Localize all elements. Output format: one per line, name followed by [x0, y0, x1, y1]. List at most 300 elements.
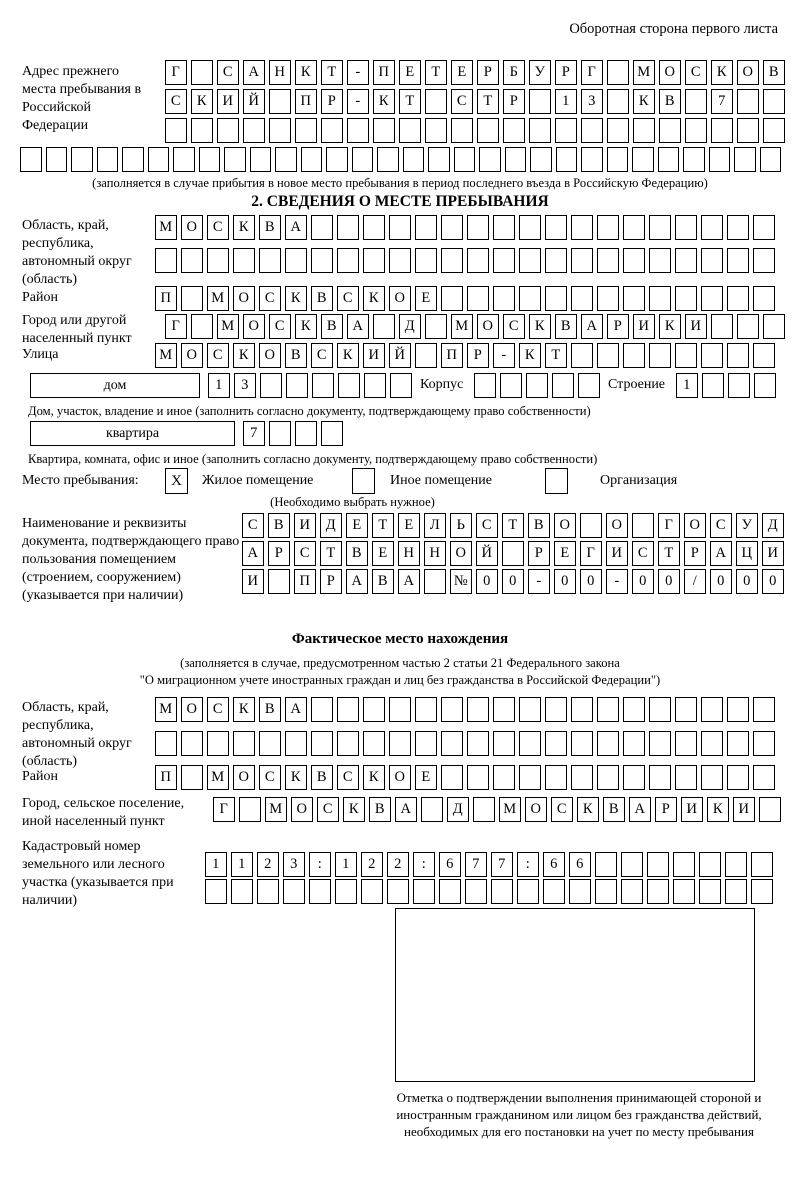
char-cell[interactable] [701, 731, 723, 756]
char-cell[interactable]: О [737, 60, 759, 85]
char-cell[interactable] [20, 147, 42, 172]
char-cell[interactable] [556, 147, 578, 172]
char-cell[interactable] [675, 731, 697, 756]
char-cell[interactable] [257, 879, 279, 904]
char-cell[interactable] [607, 60, 629, 85]
char-cell[interactable]: К [633, 89, 655, 114]
char-cell[interactable] [364, 373, 386, 398]
char-cell[interactable]: Г [165, 60, 187, 85]
char-cell[interactable]: П [373, 60, 395, 85]
char-cell[interactable]: А [285, 215, 307, 240]
char-cell[interactable]: К [363, 765, 385, 790]
char-cell[interactable]: И [681, 797, 703, 822]
char-cell[interactable]: А [346, 569, 368, 594]
char-cell[interactable] [259, 248, 281, 273]
char-cell[interactable]: Н [269, 60, 291, 85]
char-cell[interactable] [597, 248, 619, 273]
char-cell[interactable]: 7 [491, 852, 513, 877]
char-cell[interactable]: О [525, 797, 547, 822]
char-cell[interactable] [727, 248, 749, 273]
char-cell[interactable] [403, 147, 425, 172]
char-cell[interactable]: М [265, 797, 287, 822]
char-cell[interactable] [347, 118, 369, 143]
char-cell[interactable]: - [347, 60, 369, 85]
char-cell[interactable]: Н [424, 541, 446, 566]
char-cell[interactable]: П [295, 89, 317, 114]
char-cell[interactable]: Т [320, 541, 342, 566]
char-cell[interactable] [441, 765, 463, 790]
char-cell[interactable]: А [285, 697, 307, 722]
char-cell[interactable]: К [659, 314, 681, 339]
char-cell[interactable] [701, 248, 723, 273]
char-cell[interactable]: К [529, 314, 551, 339]
char-cell[interactable]: Р [555, 60, 577, 85]
char-cell[interactable] [425, 118, 447, 143]
char-cell[interactable] [597, 765, 619, 790]
char-cell[interactable] [728, 373, 750, 398]
char-cell[interactable]: И [606, 541, 628, 566]
char-cell[interactable]: : [309, 852, 331, 877]
char-cell[interactable] [231, 879, 253, 904]
char-cell[interactable]: С [207, 215, 229, 240]
char-cell[interactable]: С [242, 513, 264, 538]
char-cell[interactable]: Л [424, 513, 446, 538]
char-cell[interactable]: И [294, 513, 316, 538]
char-cell[interactable] [363, 731, 385, 756]
char-cell[interactable] [727, 765, 749, 790]
char-cell[interactable] [760, 147, 782, 172]
char-cell[interactable]: Й [389, 343, 411, 368]
char-cell[interactable] [699, 852, 721, 877]
char-cell[interactable]: М [633, 60, 655, 85]
char-cell[interactable] [545, 286, 567, 311]
char-cell[interactable] [530, 147, 552, 172]
char-cell[interactable] [363, 697, 385, 722]
char-cell[interactable]: К [337, 343, 359, 368]
char-cell[interactable]: К [191, 89, 213, 114]
char-cell[interactable]: К [343, 797, 365, 822]
char-cell[interactable] [491, 879, 513, 904]
char-cell[interactable] [675, 215, 697, 240]
char-cell[interactable] [326, 147, 348, 172]
char-cell[interactable] [321, 118, 343, 143]
char-cell[interactable] [390, 373, 412, 398]
char-cell[interactable] [441, 731, 463, 756]
char-cell[interactable] [467, 731, 489, 756]
char-cell[interactable]: Р [467, 343, 489, 368]
char-cell[interactable] [155, 248, 177, 273]
char-cell[interactable]: С [551, 797, 573, 822]
char-cell[interactable] [207, 248, 229, 273]
char-cell[interactable]: О [259, 343, 281, 368]
char-cell[interactable]: Г [658, 513, 680, 538]
char-cell[interactable] [675, 286, 697, 311]
char-cell[interactable]: 1 [208, 373, 230, 398]
char-cell[interactable]: К [519, 343, 541, 368]
char-cell[interactable]: П [155, 765, 177, 790]
char-cell[interactable] [259, 731, 281, 756]
char-cell[interactable]: Е [399, 60, 421, 85]
char-cell[interactable] [647, 879, 669, 904]
char-cell[interactable]: О [659, 60, 681, 85]
char-cell[interactable]: С [259, 765, 281, 790]
char-cell[interactable] [659, 118, 681, 143]
char-cell[interactable] [502, 541, 524, 566]
char-cell[interactable] [685, 118, 707, 143]
char-cell[interactable] [389, 248, 411, 273]
char-cell[interactable]: К [233, 215, 255, 240]
char-cell[interactable] [424, 569, 446, 594]
char-cell[interactable] [649, 343, 671, 368]
char-cell[interactable] [71, 147, 93, 172]
char-cell[interactable] [451, 118, 473, 143]
char-cell[interactable]: К [711, 60, 733, 85]
char-cell[interactable] [519, 731, 541, 756]
char-cell[interactable]: С [337, 286, 359, 311]
char-cell[interactable]: В [259, 697, 281, 722]
char-cell[interactable] [711, 118, 733, 143]
char-cell[interactable] [389, 731, 411, 756]
char-cell[interactable] [607, 147, 629, 172]
char-cell[interactable] [673, 852, 695, 877]
char-cell[interactable] [181, 731, 203, 756]
char-cell[interactable] [311, 697, 333, 722]
char-cell[interactable] [321, 421, 343, 446]
char-cell[interactable]: В [369, 797, 391, 822]
char-cell[interactable]: К [233, 343, 255, 368]
char-cell[interactable]: Ь [450, 513, 472, 538]
char-cell[interactable] [709, 147, 731, 172]
char-cell[interactable] [441, 248, 463, 273]
char-cell[interactable] [269, 118, 291, 143]
char-cell[interactable]: Е [415, 286, 437, 311]
char-cell[interactable]: О [181, 215, 203, 240]
char-cell[interactable]: Р [503, 89, 525, 114]
char-cell[interactable] [493, 731, 515, 756]
char-cell[interactable]: О [389, 286, 411, 311]
char-cell[interactable]: Р [320, 569, 342, 594]
char-cell[interactable] [683, 147, 705, 172]
char-cell[interactable]: С [451, 89, 473, 114]
char-cell[interactable] [571, 731, 593, 756]
char-cell[interactable] [753, 765, 775, 790]
char-cell[interactable]: 7 [243, 421, 265, 446]
char-cell[interactable]: О [181, 697, 203, 722]
char-cell[interactable] [519, 248, 541, 273]
char-cell[interactable] [701, 697, 723, 722]
char-cell[interactable] [439, 879, 461, 904]
char-cell[interactable] [338, 373, 360, 398]
char-cell[interactable]: И [685, 314, 707, 339]
char-cell[interactable] [571, 248, 593, 273]
char-cell[interactable] [500, 373, 522, 398]
char-cell[interactable] [477, 118, 499, 143]
char-cell[interactable]: 2 [257, 852, 279, 877]
char-cell[interactable] [181, 286, 203, 311]
char-cell[interactable]: Д [447, 797, 469, 822]
char-cell[interactable]: Е [398, 513, 420, 538]
char-cell[interactable] [597, 215, 619, 240]
char-cell[interactable] [387, 879, 409, 904]
char-cell[interactable]: Й [243, 89, 265, 114]
char-cell[interactable]: Т [425, 60, 447, 85]
char-cell[interactable]: 0 [710, 569, 732, 594]
char-cell[interactable]: Р [321, 89, 343, 114]
char-cell[interactable] [701, 765, 723, 790]
char-cell[interactable]: 6 [543, 852, 565, 877]
char-cell[interactable]: В [555, 314, 577, 339]
char-cell[interactable] [361, 879, 383, 904]
char-cell[interactable]: Д [399, 314, 421, 339]
char-cell[interactable] [751, 879, 773, 904]
char-cell[interactable]: С [217, 60, 239, 85]
char-cell[interactable]: - [606, 569, 628, 594]
char-cell[interactable] [467, 215, 489, 240]
char-cell[interactable]: Е [415, 765, 437, 790]
char-cell[interactable]: С [311, 343, 333, 368]
char-cell[interactable]: 0 [632, 569, 654, 594]
char-cell[interactable]: : [517, 852, 539, 877]
char-cell[interactable]: В [659, 89, 681, 114]
char-cell[interactable]: 0 [736, 569, 758, 594]
char-cell[interactable] [181, 765, 203, 790]
char-cell[interactable]: П [294, 569, 316, 594]
char-cell[interactable] [701, 215, 723, 240]
char-cell[interactable]: К [285, 286, 307, 311]
char-cell[interactable] [753, 731, 775, 756]
char-cell[interactable] [493, 697, 515, 722]
char-cell[interactable] [623, 215, 645, 240]
char-cell[interactable] [734, 147, 756, 172]
char-cell[interactable] [295, 421, 317, 446]
char-cell[interactable]: О [243, 314, 265, 339]
char-cell[interactable]: С [259, 286, 281, 311]
char-cell[interactable] [505, 147, 527, 172]
char-cell[interactable]: Т [477, 89, 499, 114]
char-cell[interactable] [473, 797, 495, 822]
char-cell[interactable] [239, 797, 261, 822]
char-cell[interactable] [545, 765, 567, 790]
char-cell[interactable]: 2 [361, 852, 383, 877]
char-cell[interactable]: 6 [439, 852, 461, 877]
char-cell[interactable] [286, 373, 308, 398]
char-cell[interactable]: А [347, 314, 369, 339]
char-cell[interactable] [753, 286, 775, 311]
char-cell[interactable] [389, 215, 411, 240]
char-cell[interactable] [519, 765, 541, 790]
char-cell[interactable]: В [311, 765, 333, 790]
char-cell[interactable] [632, 147, 654, 172]
char-cell[interactable] [191, 118, 213, 143]
char-cell[interactable] [545, 697, 567, 722]
char-cell[interactable] [623, 731, 645, 756]
char-cell[interactable] [649, 697, 671, 722]
char-cell[interactable]: С [476, 513, 498, 538]
char-cell[interactable]: И [762, 541, 784, 566]
char-cell[interactable]: У [529, 60, 551, 85]
char-cell[interactable] [675, 765, 697, 790]
char-cell[interactable] [571, 697, 593, 722]
char-cell[interactable]: М [207, 286, 229, 311]
char-cell[interactable] [623, 343, 645, 368]
char-cell[interactable] [363, 248, 385, 273]
char-cell[interactable] [649, 215, 671, 240]
char-cell[interactable] [571, 215, 593, 240]
char-cell[interactable]: 0 [502, 569, 524, 594]
char-cell[interactable]: : [413, 852, 435, 877]
char-cell[interactable] [233, 248, 255, 273]
char-cell[interactable]: 3 [581, 89, 603, 114]
char-cell[interactable]: Е [554, 541, 576, 566]
char-cell[interactable]: Г [580, 541, 602, 566]
char-cell[interactable]: Р [477, 60, 499, 85]
char-cell[interactable] [207, 731, 229, 756]
char-cell[interactable]: К [295, 60, 317, 85]
char-cell[interactable] [701, 343, 723, 368]
char-cell[interactable] [467, 248, 489, 273]
char-cell[interactable] [425, 89, 447, 114]
char-cell[interactable] [529, 89, 551, 114]
char-cell[interactable] [250, 147, 272, 172]
char-cell[interactable] [269, 89, 291, 114]
char-cell[interactable]: Р [684, 541, 706, 566]
char-cell[interactable] [753, 215, 775, 240]
char-cell[interactable] [699, 879, 721, 904]
char-cell[interactable] [181, 248, 203, 273]
char-cell[interactable]: К [373, 89, 395, 114]
char-cell[interactable]: И [733, 797, 755, 822]
char-cell[interactable]: Р [655, 797, 677, 822]
char-cell[interactable] [727, 286, 749, 311]
char-cell[interactable] [493, 248, 515, 273]
char-cell[interactable] [658, 147, 680, 172]
char-cell[interactable] [737, 314, 759, 339]
char-cell[interactable] [529, 118, 551, 143]
char-cell[interactable]: 7 [711, 89, 733, 114]
char-cell[interactable] [753, 343, 775, 368]
char-cell[interactable] [269, 421, 291, 446]
char-cell[interactable] [415, 215, 437, 240]
char-cell[interactable]: О [606, 513, 628, 538]
char-cell[interactable]: М [207, 765, 229, 790]
char-cell[interactable]: 1 [335, 852, 357, 877]
char-cell[interactable] [621, 879, 643, 904]
char-cell[interactable]: М [155, 343, 177, 368]
char-cell[interactable] [199, 147, 221, 172]
char-cell[interactable] [311, 248, 333, 273]
char-cell[interactable] [607, 89, 629, 114]
char-cell[interactable] [425, 314, 447, 339]
char-cell[interactable]: А [242, 541, 264, 566]
char-cell[interactable] [301, 147, 323, 172]
char-cell[interactable]: 1 [205, 852, 227, 877]
char-cell[interactable] [467, 286, 489, 311]
char-cell[interactable] [649, 765, 671, 790]
char-cell[interactable]: И [242, 569, 264, 594]
char-cell[interactable] [675, 697, 697, 722]
char-cell[interactable] [597, 343, 619, 368]
char-cell[interactable] [335, 879, 357, 904]
char-cell[interactable] [337, 248, 359, 273]
char-cell[interactable]: А [395, 797, 417, 822]
char-cell[interactable] [595, 852, 617, 877]
char-cell[interactable] [519, 697, 541, 722]
char-cell[interactable]: В [372, 569, 394, 594]
char-cell[interactable] [337, 697, 359, 722]
char-cell[interactable] [205, 879, 227, 904]
char-cell[interactable]: С [269, 314, 291, 339]
char-cell[interactable]: Д [762, 513, 784, 538]
char-cell[interactable] [309, 879, 331, 904]
char-cell[interactable]: 7 [465, 852, 487, 877]
char-cell[interactable] [607, 118, 629, 143]
char-cell[interactable]: 0 [476, 569, 498, 594]
char-cell[interactable]: С [710, 513, 732, 538]
char-cell[interactable] [415, 343, 437, 368]
char-cell[interactable] [727, 215, 749, 240]
char-cell[interactable]: К [577, 797, 599, 822]
char-cell[interactable] [519, 215, 541, 240]
char-cell[interactable] [224, 147, 246, 172]
char-cell[interactable]: В [763, 60, 785, 85]
char-cell[interactable] [649, 248, 671, 273]
char-cell[interactable]: Т [658, 541, 680, 566]
char-cell[interactable]: - [528, 569, 550, 594]
char-cell[interactable] [571, 286, 593, 311]
char-cell[interactable] [363, 215, 385, 240]
char-cell[interactable] [580, 513, 602, 538]
char-cell[interactable]: С [207, 697, 229, 722]
char-cell[interactable]: 3 [283, 852, 305, 877]
char-cell[interactable] [413, 879, 435, 904]
char-cell[interactable]: Е [372, 541, 394, 566]
char-cell[interactable] [311, 215, 333, 240]
char-cell[interactable] [647, 852, 669, 877]
char-cell[interactable]: 2 [387, 852, 409, 877]
char-cell[interactable] [415, 731, 437, 756]
char-cell[interactable] [751, 852, 773, 877]
checkbox-organization[interactable] [545, 468, 568, 494]
char-cell[interactable] [191, 60, 213, 85]
char-cell[interactable]: А [629, 797, 651, 822]
char-cell[interactable] [578, 373, 600, 398]
char-cell[interactable]: С [632, 541, 654, 566]
char-cell[interactable] [373, 314, 395, 339]
char-cell[interactable]: С [317, 797, 339, 822]
char-cell[interactable] [46, 147, 68, 172]
char-cell[interactable] [673, 879, 695, 904]
char-cell[interactable]: Т [372, 513, 394, 538]
char-cell[interactable] [337, 731, 359, 756]
char-cell[interactable] [493, 765, 515, 790]
char-cell[interactable]: К [295, 314, 317, 339]
char-cell[interactable]: Ц [736, 541, 758, 566]
char-cell[interactable] [283, 879, 305, 904]
char-cell[interactable] [545, 248, 567, 273]
char-cell[interactable] [312, 373, 334, 398]
char-cell[interactable]: 1 [231, 852, 253, 877]
char-cell[interactable]: / [684, 569, 706, 594]
char-cell[interactable] [493, 215, 515, 240]
char-cell[interactable]: 1 [555, 89, 577, 114]
checkbox-residential[interactable]: X [165, 468, 188, 494]
char-cell[interactable] [352, 147, 374, 172]
char-cell[interactable] [552, 373, 574, 398]
char-cell[interactable] [467, 765, 489, 790]
char-cell[interactable]: О [450, 541, 472, 566]
char-cell[interactable]: Б [503, 60, 525, 85]
char-cell[interactable]: Г [165, 314, 187, 339]
